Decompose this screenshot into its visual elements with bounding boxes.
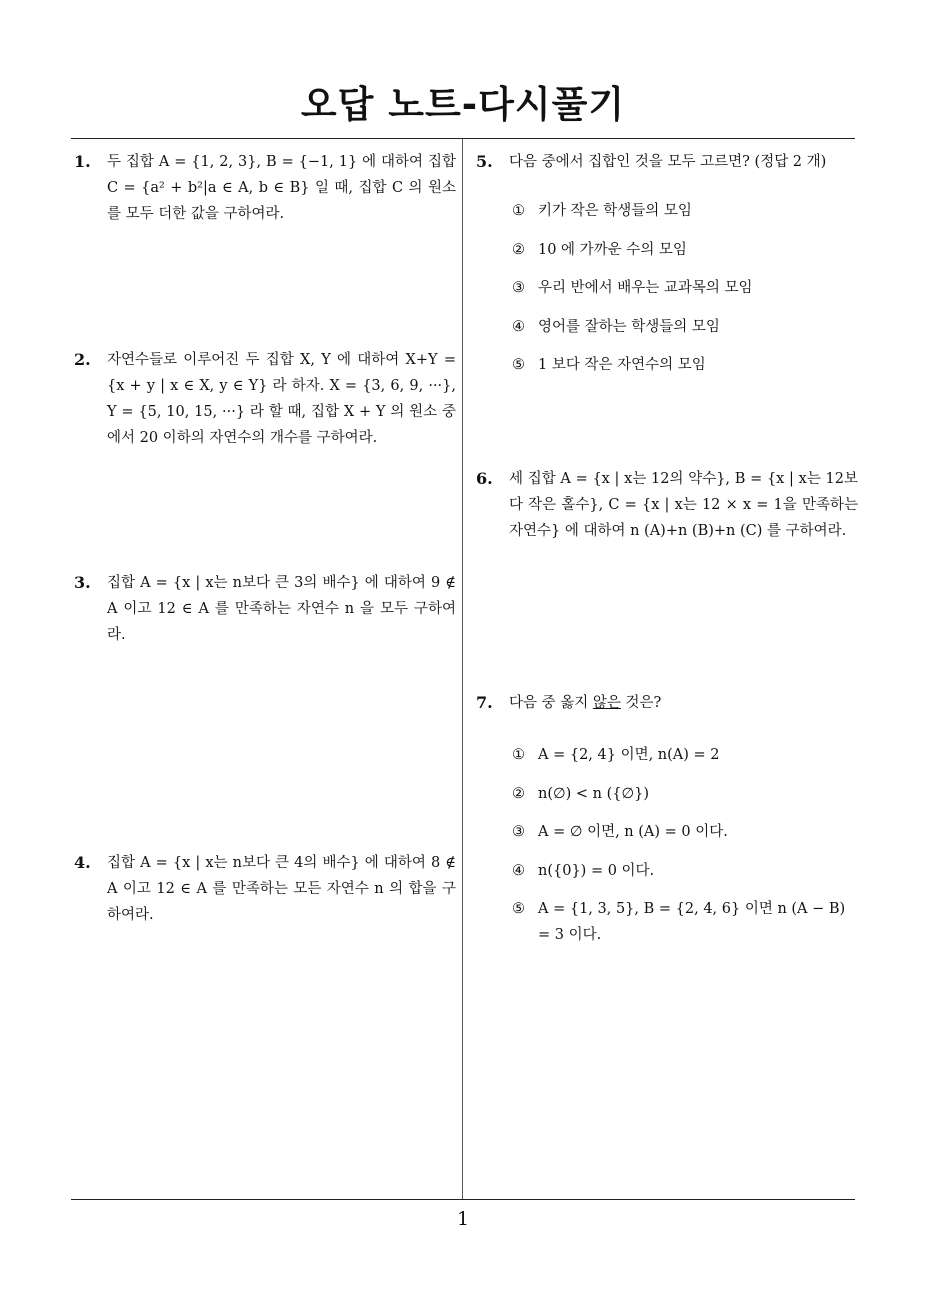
option-3[interactable]: ③ A = ∅ 이면, n (A) = 0 이다. bbox=[512, 824, 728, 841]
option-5[interactable]: ⑤ A = {1, 3, 5}, B = {2, 4, 6} 이면 n (A − B) = 3 이다. bbox=[512, 901, 846, 944]
problem-number: 2. bbox=[74, 350, 91, 369]
problem-text: 집합 A = {x | x는 n보다 큰 4의 배수} 에 대하여 8 ∉ A 이고 12 ∈ A 를 만족하는 모든 자연수 n 의 합을 구하여라. bbox=[107, 855, 456, 923]
problem-number: 6. bbox=[476, 469, 493, 488]
option-1[interactable]: ① A = {2, 4} 이면, n(A) = 2 bbox=[512, 747, 720, 763]
problem-text: 다음 중 옳지 않은 것은? bbox=[509, 695, 662, 711]
option-2[interactable]: ② n(∅) < n ({∅}) bbox=[512, 785, 649, 802]
option-3[interactable]: ③ 우리 반에서 배우는 교과목의 모임 bbox=[512, 280, 753, 297]
problem-5-options bbox=[512, 198, 852, 391]
problem-number: 5. bbox=[476, 152, 493, 171]
problem-number: 4. bbox=[74, 853, 91, 872]
page-title: 오답 노트-다시풀기 bbox=[300, 83, 626, 126]
option-1[interactable]: ① 키가 작은 학생들의 모임 bbox=[512, 203, 692, 219]
underlined-word: 않은 bbox=[592, 695, 621, 711]
problem-1 bbox=[74, 149, 456, 227]
problem-text: 다음 중에서 집합인 것을 모두 고르면? (정답 2 개) bbox=[509, 154, 827, 170]
option-4[interactable]: ④ 영어를 잘하는 학생들의 모임 bbox=[512, 318, 720, 335]
problem-text: 자연수들로 이루어진 두 집합 X, Y 에 대하여 X+Y = {x + y | x ∈ X, y ∈ Y} 라 하자. X = {3, 6, 9, ···}, Y = {5, 10, 15, ···} 라 할 때, 집합 X + Y 의 원소 중에서 20 이하의 자연수의 개수를 구하여라. bbox=[107, 352, 456, 446]
problem-4 bbox=[74, 850, 456, 928]
option-5[interactable]: ⑤ 1 보다 작은 자연수의 모임 bbox=[512, 357, 706, 374]
problem-3 bbox=[74, 570, 456, 648]
bottom-rule bbox=[71, 1199, 855, 1200]
problem-7 bbox=[476, 690, 858, 716]
problem-7-options bbox=[512, 742, 850, 948]
problem-text: 두 집합 A = {1, 2, 3}, B = {−1, 1} 에 대하여 집합 C = {a² + b²|a ∈ A, b ∈ B} 일 때, 집합 C 의 원소를 모두 더한 값을 구하여라. bbox=[107, 154, 456, 222]
problem-5 bbox=[476, 149, 858, 175]
option-2[interactable]: ② 10 에 가까운 수의 모임 bbox=[512, 241, 687, 258]
problem-text: 집합 A = {x | x는 n보다 큰 3의 배수} 에 대하여 9 ∉ A 이고 12 ∈ A 를 만족하는 자연수 n 을 모두 구하여라. bbox=[107, 575, 456, 643]
problem-number: 7. bbox=[476, 693, 493, 712]
problem-text: 세 집합 A = {x | x는 12의 약수}, B = {x | x는 12보다 작은 홀수}, C = {x | x는 12 × x = 1을 만족하는 자연수} 에 대하여 n (A)+n (B)+n (C) 를 구하여라. bbox=[509, 471, 858, 539]
problem-6 bbox=[476, 466, 858, 544]
problem-2 bbox=[74, 347, 456, 451]
problem-number: 1. bbox=[74, 152, 91, 171]
problem-number: 3. bbox=[74, 573, 91, 592]
column-divider bbox=[462, 139, 463, 1199]
option-4[interactable]: ④ n({0}) = 0 이다. bbox=[512, 862, 655, 879]
page-number: 1 bbox=[456, 1208, 470, 1230]
top-rule bbox=[71, 138, 855, 139]
